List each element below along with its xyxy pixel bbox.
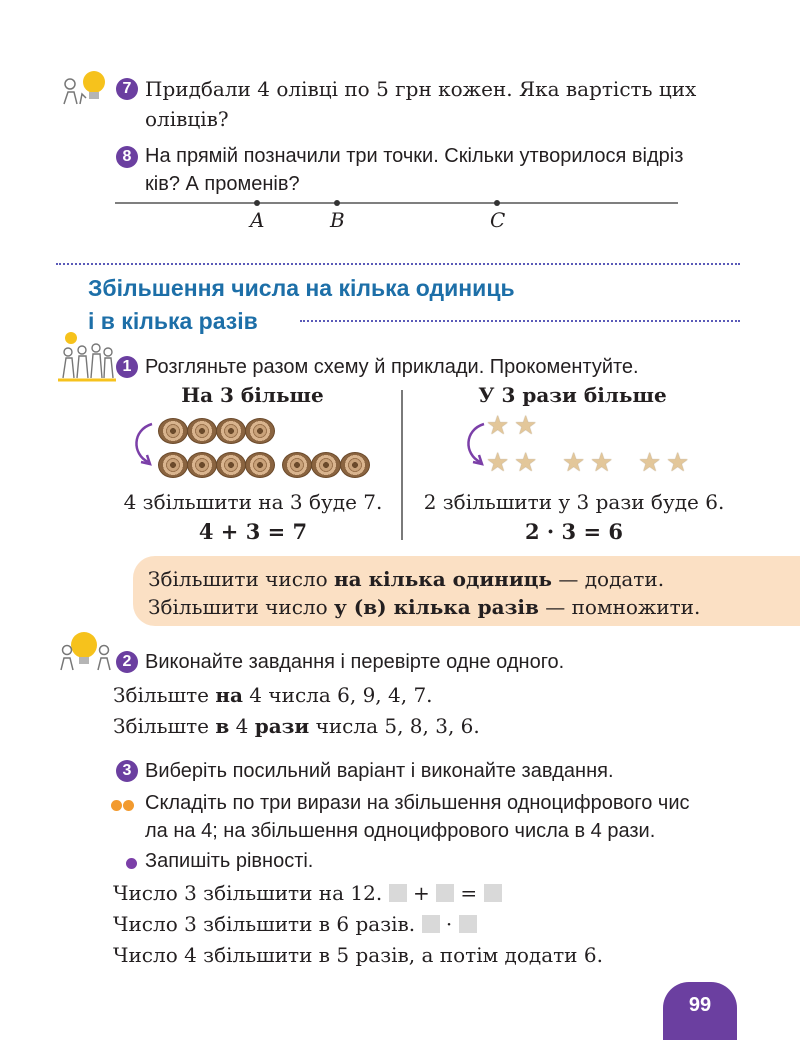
task-2-line-2-bold: в [215, 714, 230, 738]
star-bottom-5: ★ [638, 448, 662, 478]
rule-line-2-post: — помножити. [538, 595, 701, 619]
task-8-line-1: На прямій позначили три точки. Скільки утворилося відріз [145, 145, 684, 167]
equation-1-plus: + [412, 881, 430, 905]
task-2-line-2 [113, 711, 480, 741]
section-divider-top [56, 263, 740, 265]
lightbulb-pair-icon [58, 68, 110, 108]
rule-line-1-post: — додати. [552, 567, 665, 591]
task-2-line-1-pre: Збільште [113, 683, 216, 707]
right-scheme-header: У 3 рази більше [478, 383, 667, 407]
variant-a-line-2: ла на 4; на збільшення одноцифрового числа в 4 рази. [145, 820, 656, 842]
answer-box-4[interactable] [422, 915, 440, 933]
task-1-badge: 1 [116, 356, 138, 378]
task-7-text [145, 74, 765, 134]
star-bottom-3: ★ [562, 448, 586, 478]
point-c-label: C [490, 208, 506, 232]
task-1-text: Розгляньте разом схему й приклади. Прокоментуйте. [145, 356, 639, 378]
task-8-badge: 8 [116, 146, 138, 168]
rule-line-2 [148, 593, 700, 621]
variant-a-line-1: Складіть по три вирази на збільшення одноцифрового чис [145, 792, 690, 814]
log-top-4 [245, 418, 275, 444]
star-top-2: ★ [514, 411, 538, 441]
rule-line-1-pre: Збільшити число [148, 567, 335, 591]
section-title-line-2: і в кілька разів [88, 308, 258, 334]
scheme-divider [401, 390, 403, 540]
answer-box-2[interactable] [436, 884, 454, 902]
equation-3: Число 4 збільшити в 5 разів, а потім додати 6. [113, 943, 603, 967]
answer-box-3[interactable] [484, 884, 502, 902]
straight-line-figure [115, 196, 680, 236]
double-dot-bullet-icon [111, 796, 134, 815]
log-bottom-4 [245, 452, 275, 478]
left-scheme-caption: 4 збільшити на 3 буде 7. [123, 490, 383, 514]
log-bottom-5 [282, 452, 312, 478]
task-2-line-2-pre: Збільште [113, 714, 216, 738]
star-bottom-1: ★ [486, 448, 510, 478]
answer-box-1[interactable] [389, 884, 407, 902]
log-bottom-3 [216, 452, 246, 478]
star-bottom-2: ★ [514, 448, 538, 478]
task-2-line-2-post: числа 5, 8, 3, 6. [309, 714, 480, 738]
task-2-line-2-bold-2: рази [254, 714, 310, 738]
log-bottom-1 [158, 452, 188, 478]
equation-1 [113, 878, 502, 908]
log-top-2 [187, 418, 217, 444]
variant-b-text: Запишіть рівності. [145, 850, 314, 872]
task-7-line-2: олівців? [145, 107, 229, 131]
single-dot-bullet-icon [126, 854, 137, 873]
star-bottom-6: ★ [666, 448, 690, 478]
task-2-line-1 [113, 680, 433, 710]
equation-1-equals: = [460, 881, 478, 905]
group-discussion-icon [58, 330, 116, 382]
task-2-line-1-post: 4 числа 6, 9, 4, 7. [242, 683, 433, 707]
task-8-text [145, 142, 765, 198]
star-top-1: ★ [486, 411, 510, 441]
equation-2-dot: · [445, 912, 453, 936]
log-bottom-2 [187, 452, 217, 478]
log-top-3 [216, 418, 246, 444]
star-bottom-4: ★ [590, 448, 614, 478]
log-bottom-6 [311, 452, 341, 478]
section-title-line-1: Збільшення числа на кілька одиниць [88, 275, 515, 301]
task-2-line-1-bold: на [215, 683, 243, 707]
log-top-1 [158, 418, 188, 444]
lightbulb-pair-icon-2 [58, 630, 114, 672]
task-2-badge: 2 [116, 651, 138, 673]
left-scheme-formula: 4 + 3 = 7 [198, 519, 308, 544]
answer-box-5[interactable] [459, 915, 477, 933]
rule-line-1 [148, 565, 664, 593]
task-2-line-2-mid: 4 [229, 714, 255, 738]
task-3-badge: 3 [116, 760, 138, 782]
equation-2 [113, 909, 477, 939]
log-bottom-7 [340, 452, 370, 478]
arrow-left-scheme-icon [128, 420, 158, 470]
task-7-line-1: Придбали 4 олівці по 5 грн кожен. Яка вартість цих [145, 77, 697, 101]
rule-line-2-pre: Збільшити число [148, 595, 335, 619]
rule-line-2-bold: у (в) кілька разів [334, 595, 539, 619]
equation-1-text: Число 3 збільшити на 12. [113, 881, 383, 905]
task-8-line-2: ків? А променів? [145, 173, 300, 195]
task-7-badge: 7 [116, 78, 138, 100]
point-b-label: B [330, 208, 345, 232]
right-scheme-caption: 2 збільшити у 3 рази буде 6. [423, 490, 725, 514]
task-3-text: Виберіть посильний варіант і виконайте завдання. [145, 760, 614, 782]
page-number: 99 [688, 994, 712, 1016]
task-2-text: Виконайте завдання і перевірте одне одного. [145, 651, 565, 673]
right-scheme-formula: 2 · 3 = 6 [525, 519, 623, 544]
point-a-label: A [250, 208, 265, 232]
equation-2-text: Число 3 збільшити в 6 разів. [113, 912, 416, 936]
left-scheme-header: На 3 більше [181, 383, 324, 407]
rule-line-1-bold: на кілька одиниць [334, 567, 552, 591]
section-divider-bottom [300, 320, 740, 322]
variant-a-text [145, 789, 765, 845]
